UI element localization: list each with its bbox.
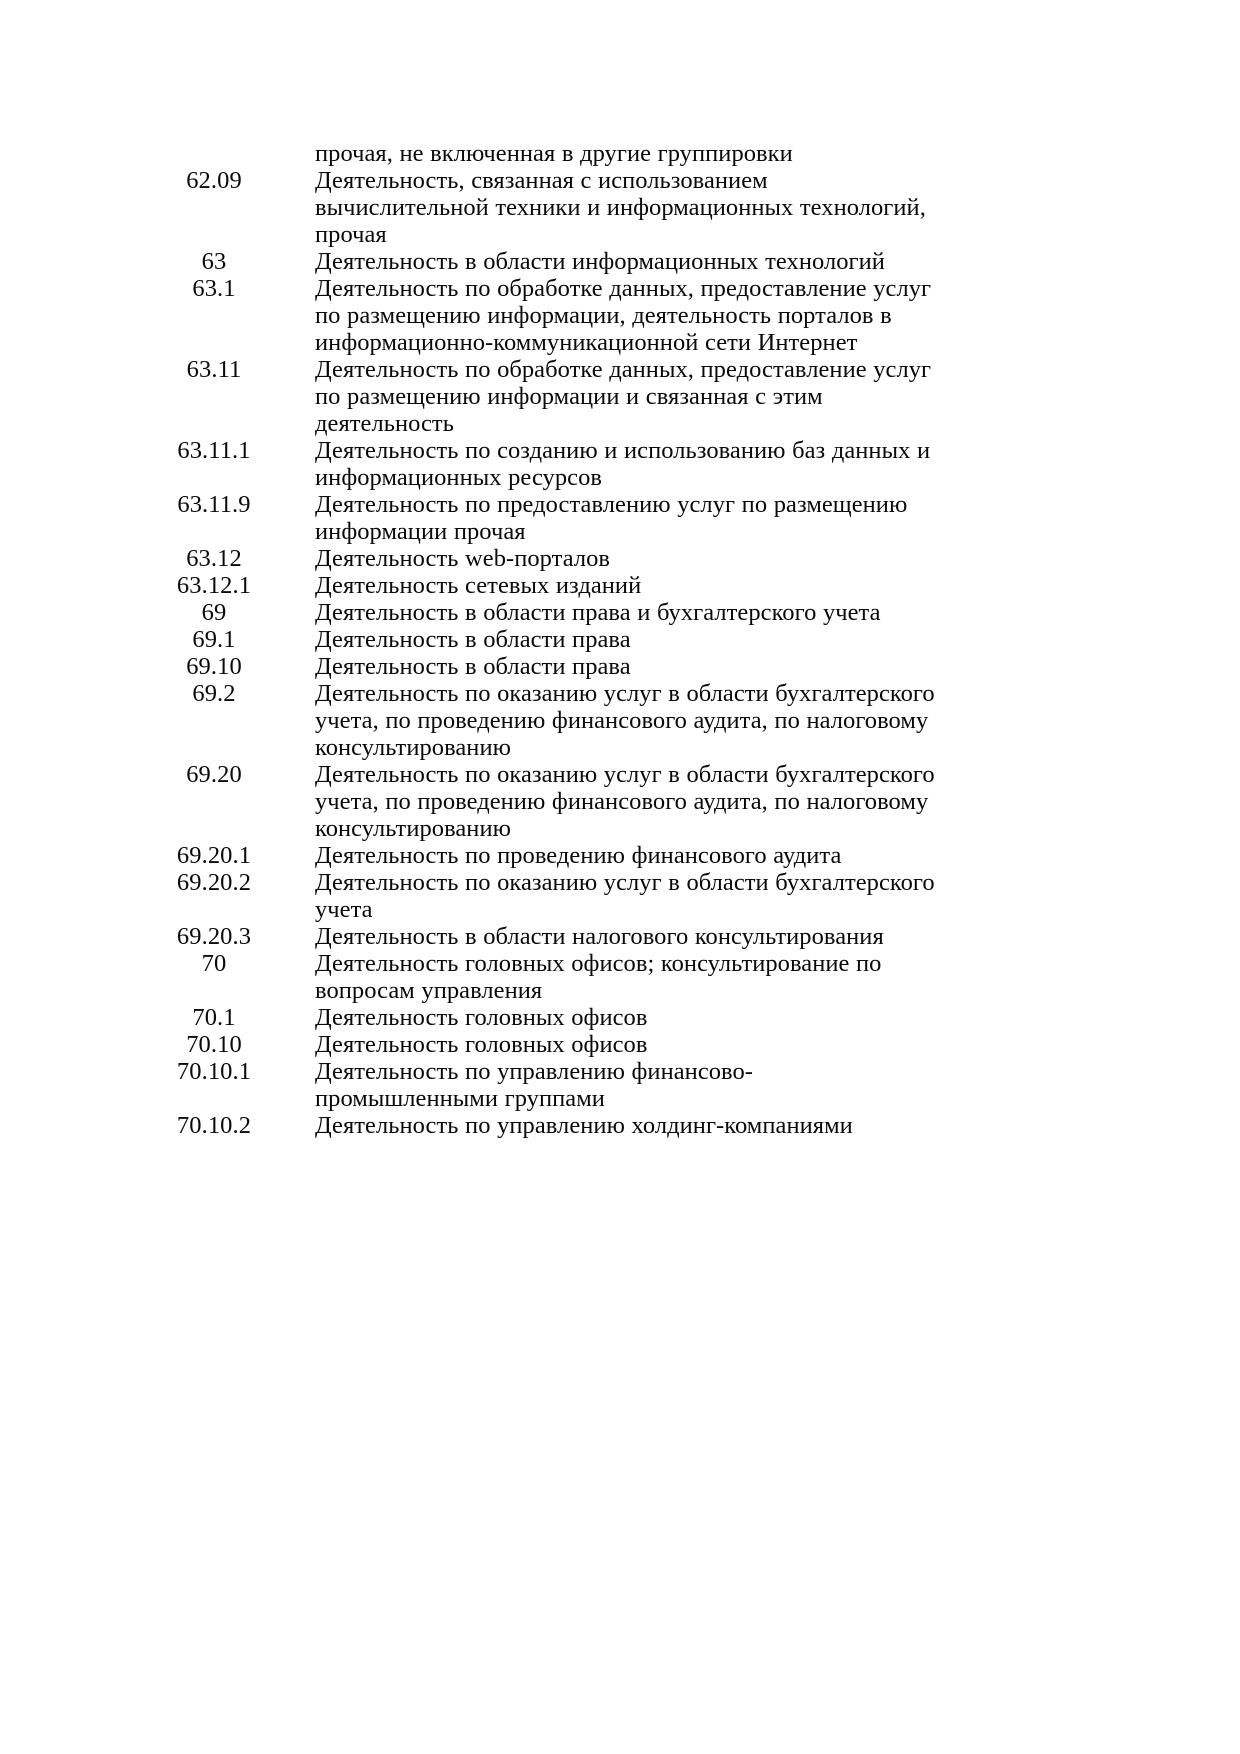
left-margin-cell: [0, 869, 150, 923]
activity-code: 70.10.2: [176, 1112, 252, 1139]
activity-description: Деятельность по управлению холдинг-компаниями: [315, 1112, 853, 1139]
activity-description: Деятельность головных офисов; консультирование по вопросам управления: [315, 950, 882, 1004]
activity-code: 69.1: [192, 626, 236, 653]
activity-code: 63.11.9: [177, 491, 251, 518]
right-margin-cell: [935, 680, 1240, 761]
left-margin-cell: [0, 248, 150, 275]
activity-code: 69.2: [192, 680, 236, 707]
table-row: [0, 1112, 1240, 1139]
activity-code: 63.12: [186, 545, 242, 572]
table-row: [0, 1058, 1240, 1112]
table-row: [0, 140, 1240, 167]
activity-description: Деятельность по оказанию услуг в области бухгалтерского учета, по проведению финансового аудита, по налоговому консультированию: [315, 680, 935, 761]
activity-description: прочая, не включенная в другие группировки: [315, 140, 793, 167]
left-margin-cell: [0, 1031, 150, 1058]
table-row: [0, 545, 1240, 572]
table-row: [0, 1004, 1240, 1031]
activity-code: 63: [201, 248, 227, 275]
table-row: [0, 653, 1240, 680]
column-gap-cell: [278, 626, 315, 653]
column-gap-cell: [278, 275, 315, 356]
activity-code: 69.20.3: [176, 923, 252, 950]
column-gap-cell: [278, 437, 315, 491]
right-margin-cell: [935, 140, 1240, 167]
column-gap-cell: [278, 1112, 315, 1139]
left-margin-cell: [0, 167, 150, 248]
column-gap-cell: [278, 842, 315, 869]
activity-description: Деятельность в области информационных технологий: [315, 248, 885, 275]
left-margin-cell: [0, 1058, 150, 1112]
right-margin-cell: [935, 653, 1240, 680]
right-margin-cell: [935, 923, 1240, 950]
column-gap-cell: [278, 140, 315, 167]
activity-code: 69.20.1: [176, 842, 252, 869]
column-gap-cell: [278, 950, 315, 1004]
right-margin-cell: [935, 248, 1240, 275]
activity-description: Деятельность сетевых изданий: [315, 572, 642, 599]
right-margin-cell: [935, 950, 1240, 1004]
right-margin-cell: [935, 1031, 1240, 1058]
right-margin-cell: [935, 491, 1240, 545]
table-row: [0, 842, 1240, 869]
left-margin-cell: [0, 626, 150, 653]
activity-code: 70.1: [192, 1004, 236, 1031]
column-gap-cell: [278, 248, 315, 275]
column-gap-cell: [278, 545, 315, 572]
right-margin-cell: [935, 842, 1240, 869]
table-row: [0, 599, 1240, 626]
table-row: [0, 572, 1240, 599]
activity-description: Деятельность в области права: [315, 626, 631, 653]
left-margin-cell: [0, 356, 150, 437]
left-margin-cell: [0, 950, 150, 1004]
table-row: [0, 1031, 1240, 1058]
left-margin-cell: [0, 437, 150, 491]
right-margin-cell: [935, 545, 1240, 572]
column-gap-cell: [278, 653, 315, 680]
right-margin-cell: [935, 167, 1240, 248]
right-margin-cell: [935, 275, 1240, 356]
left-margin-cell: [0, 680, 150, 761]
left-margin-cell: [0, 140, 150, 167]
activity-code: 69.20: [186, 761, 242, 788]
activity-description: Деятельность по оказанию услуг в области бухгалтерского учета, по проведению финансового аудита, по налоговому консультированию: [315, 761, 935, 842]
activity-description: Деятельность по обработке данных, предоставление услуг по размещению информации, деятельность порталов в информационно-коммуникационной сети Интернет: [315, 275, 932, 356]
activity-description: Деятельность в области налогового консультирования: [315, 923, 884, 950]
table-row: [0, 626, 1240, 653]
left-margin-cell: [0, 761, 150, 842]
activity-code: [150, 140, 278, 167]
activity-code: 62.09: [186, 167, 242, 194]
column-gap-cell: [278, 923, 315, 950]
table-row: [0, 761, 1240, 842]
activity-description: Деятельность головных офисов: [315, 1031, 648, 1058]
left-margin-cell: [0, 842, 150, 869]
left-margin-cell: [0, 491, 150, 545]
activity-description: Деятельность по предоставлению услуг по размещению информации прочая: [315, 491, 908, 545]
activity-code: 69.20.2: [176, 869, 252, 896]
activity-code: 69.10: [186, 653, 242, 680]
activity-code: 63.12.1: [176, 572, 252, 599]
left-margin-cell: [0, 1112, 150, 1139]
activity-code: 63.11: [186, 356, 242, 383]
column-gap-cell: [278, 1031, 315, 1058]
okved-table: [0, 140, 1240, 1139]
right-margin-cell: [935, 599, 1240, 626]
activity-description: Деятельность web-порталов: [315, 545, 611, 572]
activity-code: 70.10: [186, 1031, 242, 1058]
activity-description: Деятельность по оказанию услуг в области бухгалтерского учета: [315, 869, 935, 923]
table-row: [0, 275, 1240, 356]
left-margin-cell: [0, 1004, 150, 1031]
left-margin-cell: [0, 599, 150, 626]
activity-description: Деятельность, связанная с использованием вычислительной техники и информационных технологий, прочая: [315, 167, 926, 248]
left-margin-cell: [0, 545, 150, 572]
column-gap-cell: [278, 1058, 315, 1112]
activity-description: Деятельность по управлению финансово-промышленными группами: [315, 1058, 754, 1112]
column-gap-cell: [278, 491, 315, 545]
column-gap-cell: [278, 356, 315, 437]
table-row: [0, 869, 1240, 923]
table-row: [0, 248, 1240, 275]
left-margin-cell: [0, 923, 150, 950]
table-row: [0, 167, 1240, 248]
activity-code: 63.1: [192, 275, 236, 302]
activity-description: Деятельность в области права: [315, 653, 631, 680]
right-margin-cell: [935, 356, 1240, 437]
table-row: [0, 437, 1240, 491]
right-margin-cell: [935, 1004, 1240, 1031]
right-margin-cell: [935, 1058, 1240, 1112]
column-gap-cell: [278, 572, 315, 599]
left-margin-cell: [0, 572, 150, 599]
activity-description: Деятельность в области права и бухгалтерского учета: [315, 599, 881, 626]
activity-description: Деятельность по проведению финансового аудита: [315, 842, 842, 869]
activity-code: 63.11.1: [177, 437, 251, 464]
column-gap-cell: [278, 680, 315, 761]
table-row: [0, 950, 1240, 1004]
activity-code: 70: [201, 950, 227, 977]
left-margin-cell: [0, 275, 150, 356]
okved-sheet: [0, 140, 1240, 1139]
right-margin-cell: [935, 572, 1240, 599]
activity-code: 69: [201, 599, 227, 626]
right-margin-cell: [935, 1112, 1240, 1139]
table-row: [0, 680, 1240, 761]
column-gap-cell: [278, 1004, 315, 1031]
table-row: [0, 356, 1240, 437]
activity-description: Деятельность головных офисов: [315, 1004, 648, 1031]
okved-table-body: [0, 140, 1240, 1139]
column-gap-cell: [278, 869, 315, 923]
right-margin-cell: [935, 869, 1240, 923]
right-margin-cell: [935, 761, 1240, 842]
right-margin-cell: [935, 437, 1240, 491]
activity-code: 70.10.1: [176, 1058, 252, 1085]
column-gap-cell: [278, 761, 315, 842]
column-gap-cell: [278, 167, 315, 248]
right-margin-cell: [935, 626, 1240, 653]
activity-description: Деятельность по обработке данных, предоставление услуг по размещению информации и связанная с этим деятельность: [315, 356, 932, 437]
activity-description: Деятельность по созданию и использованию баз данных и информационных ресурсов: [315, 437, 931, 491]
left-margin-cell: [0, 653, 150, 680]
table-row: [0, 923, 1240, 950]
column-gap-cell: [278, 599, 315, 626]
table-row: [0, 491, 1240, 545]
